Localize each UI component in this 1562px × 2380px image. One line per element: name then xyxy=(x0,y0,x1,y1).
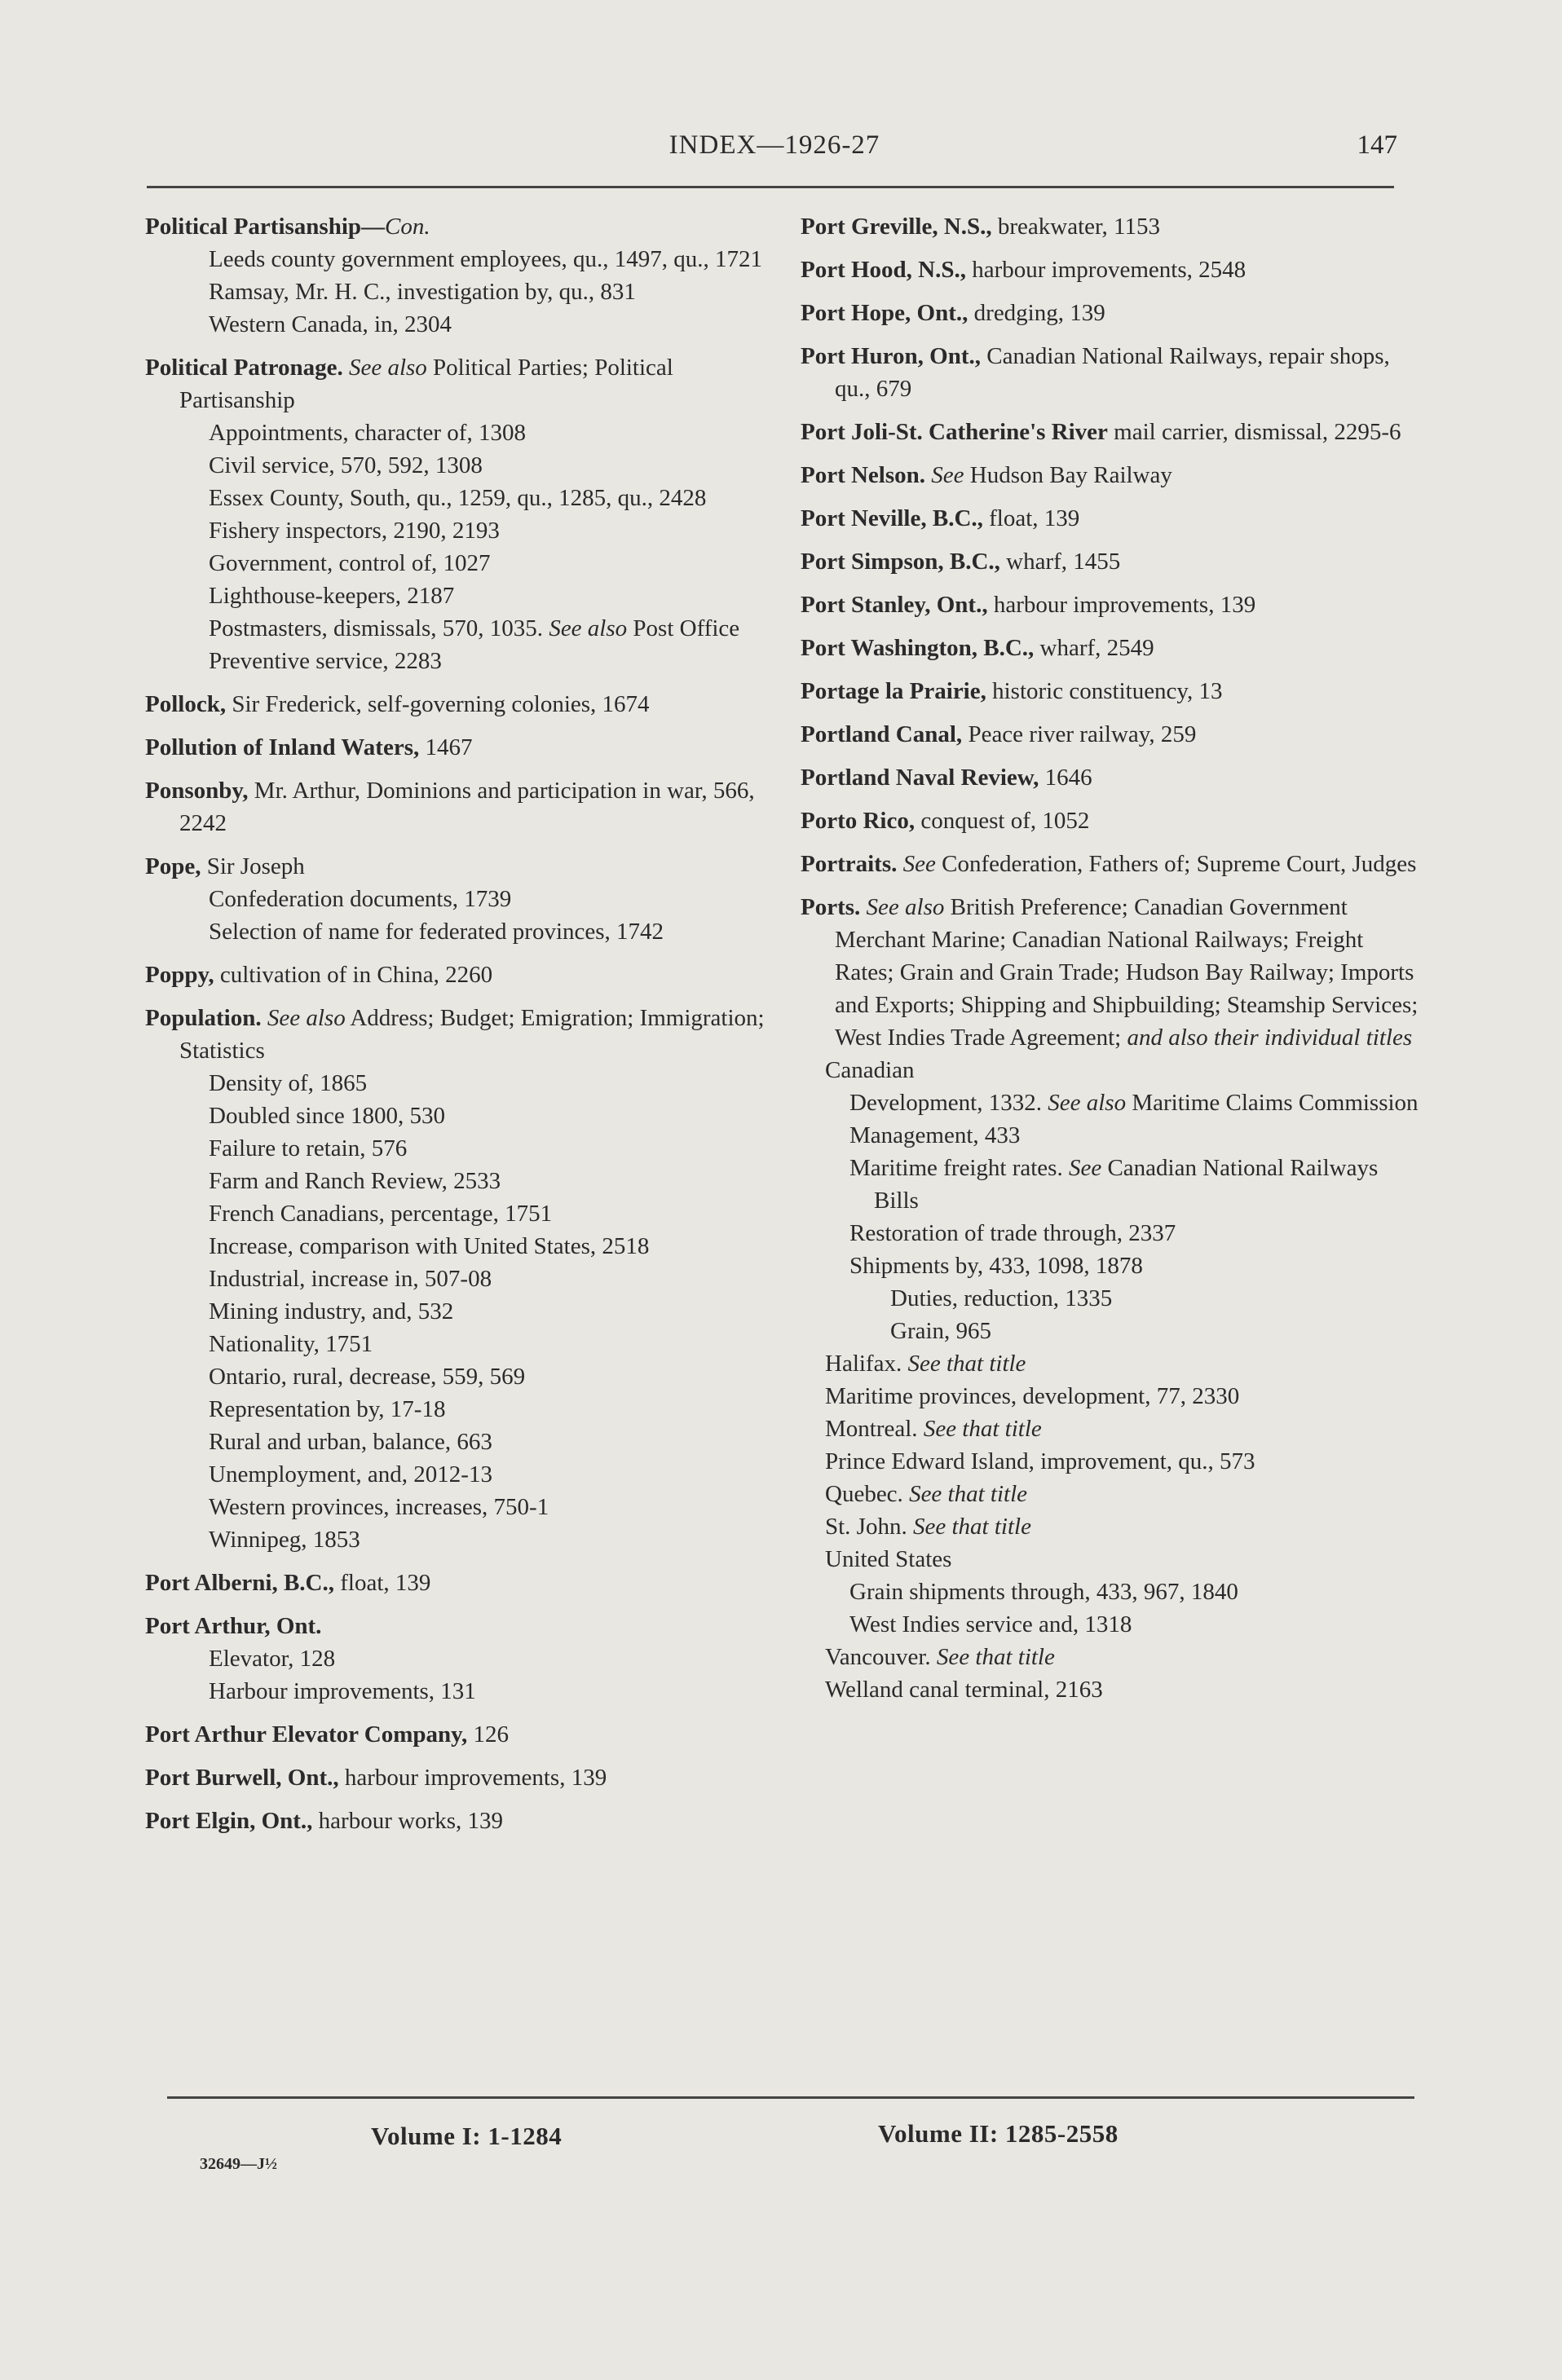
index-entry xyxy=(145,850,781,948)
volume-two-range: Volume II: 1285-2558 xyxy=(878,2119,1119,2148)
ports-subentry: Welland canal terminal, 2163 xyxy=(825,1677,1103,1703)
subentry: Postmasters, dismissals, 570, 1035. See also Post Office xyxy=(209,615,740,641)
index-entry xyxy=(145,210,781,341)
entry-text: 1646 xyxy=(1039,765,1092,791)
index-entry xyxy=(145,959,781,991)
index-entry xyxy=(145,688,781,721)
entry-text: wharf, 2549 xyxy=(1034,635,1154,661)
entry-text: breakwater, 1153 xyxy=(991,214,1160,240)
entry-heading: Port Washington, B.C., xyxy=(801,635,1035,661)
entry-heading: Poppy, xyxy=(145,962,214,988)
index-entry xyxy=(145,1761,781,1794)
subentry: Increase, comparison with United States, 2518 xyxy=(209,1233,650,1259)
index-entry xyxy=(801,459,1420,491)
entry-heading: Port Hope, Ont., xyxy=(801,300,969,326)
index-entry xyxy=(801,297,1420,329)
entry-text: British Preference; Canadian Government Merchant Marine; Canadian National Railways; Freight Rates; Grain and Grain Trade; Hudson Bay Railway; Imports and Exports; Shipping and Shipbuilding; Steamship Services; West Indies Trade Agreement; xyxy=(835,894,1419,1051)
index-entry xyxy=(145,774,781,840)
entry-text: 1467 xyxy=(419,734,473,760)
ports-subentry: Duties, reduction, 1335 xyxy=(890,1285,1113,1311)
entry-heading: Port Joli-St. Catherine's River xyxy=(801,419,1108,445)
ports-subentry: Restoration of trade through, 2337 xyxy=(849,1220,1176,1246)
entry-heading: Pope, xyxy=(145,853,201,879)
entry-heading: Port Alberni, B.C., xyxy=(145,1570,334,1596)
ports-subentry: Grain, 965 xyxy=(890,1318,992,1344)
entry-text: Sir Frederick, self-governing colonies, 1674 xyxy=(226,691,650,717)
index-entry xyxy=(801,416,1420,448)
see-reference: See also xyxy=(348,355,427,381)
entry-text: Confederation, Fathers of; Supreme Court, Judges xyxy=(935,851,1417,877)
index-entry xyxy=(145,1805,781,1837)
entry-text: harbour improvements, 139 xyxy=(338,1765,607,1791)
entry-heading: Port Greville, N.S., xyxy=(801,214,992,240)
index-entry xyxy=(801,253,1420,286)
entry-text: Hudson Bay Railway xyxy=(964,462,1172,488)
entry-heading: Portraits. xyxy=(801,851,898,877)
entry-text: mail carrier, dismissal, 2295-6 xyxy=(1107,419,1401,445)
entry-heading: Political Patronage. xyxy=(145,355,343,381)
see-reference: and also their individual titles xyxy=(1127,1025,1413,1051)
see-reference: See also xyxy=(267,1005,346,1031)
see-reference: See that title xyxy=(936,1644,1055,1670)
index-entry xyxy=(145,351,781,677)
entry-text: harbour improvements, 139 xyxy=(987,592,1256,618)
subentry: Nationality, 1751 xyxy=(209,1331,373,1357)
entry-heading: Pollock, xyxy=(145,691,227,717)
see-reference: See xyxy=(902,851,936,877)
see-reference: See xyxy=(931,462,964,488)
ports-subentry: Montreal. See that title xyxy=(825,1416,1042,1442)
right-column xyxy=(801,210,1420,1706)
subentry: French Canadians, percentage, 1751 xyxy=(209,1201,553,1227)
left-column xyxy=(145,210,781,1848)
entry-text: historic constituency, 13 xyxy=(986,678,1223,704)
entry-heading: Portland Naval Review, xyxy=(801,765,1039,791)
subentry: Government, control of, 1027 xyxy=(209,550,491,576)
ports-subentry: United States xyxy=(825,1546,952,1572)
subentry: Elevator, 128 xyxy=(209,1646,336,1672)
subentry: Selection of name for federated provinces, 1742 xyxy=(209,919,664,945)
ports-subentry: Vancouver. See that title xyxy=(825,1644,1055,1670)
subentry: Industrial, increase in, 507-08 xyxy=(209,1266,492,1292)
entry-text: Sir Joseph xyxy=(201,853,305,879)
volume-one-range: Volume I: 1-1284 xyxy=(371,2122,563,2150)
index-entry xyxy=(801,632,1420,664)
index-entry xyxy=(145,1718,781,1751)
entry-text: Address; Budget; Emigration; Immigration; Statistics xyxy=(179,1005,765,1064)
subentry: Rural and urban, balance, 663 xyxy=(209,1429,492,1455)
entry-text: Political Parties; Political Partisanship xyxy=(179,355,673,413)
entry-heading: Portage la Prairie, xyxy=(801,678,986,704)
subentry: Lighthouse-keepers, 2187 xyxy=(209,583,455,609)
index-entry xyxy=(801,891,1420,1054)
index-entry xyxy=(145,731,781,764)
index-entry xyxy=(801,502,1420,535)
subentry: Mining industry, and, 532 xyxy=(209,1298,454,1324)
entry-heading: Ponsonby, xyxy=(145,778,249,804)
subentry: Harbour improvements, 131 xyxy=(209,1678,476,1704)
ports-subentry: Management, 433 xyxy=(849,1122,1021,1148)
entry-heading: Port Hood, N.S., xyxy=(801,257,966,283)
entry-text: wharf, 1455 xyxy=(999,549,1121,575)
entry-text: Peace river railway, 259 xyxy=(962,721,1197,747)
subentry: Ramsay, Mr. H. C., investigation by, qu., 831 xyxy=(209,279,636,305)
index-entry xyxy=(801,210,1420,243)
subentry: Fishery inspectors, 2190, 2193 xyxy=(209,518,500,544)
see-reference: See also xyxy=(866,894,945,920)
entry-heading: Population. xyxy=(145,1005,262,1031)
entry-heading: Port Neville, B.C., xyxy=(801,505,983,531)
ports-subentry: West Indies service and, 1318 xyxy=(849,1611,1132,1637)
index-entry xyxy=(801,545,1420,578)
entry-text: dredging, 139 xyxy=(968,300,1105,326)
ports-subentries xyxy=(801,1054,1420,1706)
ports-subentry: Grain shipments through, 433, 967, 1840 xyxy=(849,1579,1238,1605)
subentry: Western Canada, in, 2304 xyxy=(209,311,452,337)
entry-heading: Port Arthur Elevator Company, xyxy=(145,1721,468,1748)
entry-heading: Political Partisanship— xyxy=(145,214,386,240)
ports-subentry: Development, 1332. See also Maritime Claims Commission xyxy=(849,1090,1419,1116)
entry-heading: Port Stanley, Ont., xyxy=(801,592,988,618)
see-reference: See also xyxy=(1048,1090,1127,1116)
index-entry xyxy=(801,761,1420,794)
entry-heading: Port Nelson. xyxy=(801,462,926,488)
see-reference: See also xyxy=(549,615,628,641)
ports-subentry: Prince Edward Island, improvement, qu., 573 xyxy=(825,1448,1255,1474)
subentry: Farm and Ranch Review, 2533 xyxy=(209,1168,501,1194)
subentry: Doubled since 1800, 530 xyxy=(209,1103,445,1129)
see-reference: See xyxy=(1068,1155,1102,1181)
running-title: INDEX—1926-27 xyxy=(668,130,880,160)
ports-subentry: Shipments by, 433, 1098, 1878 xyxy=(849,1253,1143,1279)
subentry: Essex County, South, qu., 1259, qu., 1285, qu., 2428 xyxy=(209,485,707,511)
entry-text: 126 xyxy=(467,1721,510,1748)
subentry: Confederation documents, 1739 xyxy=(209,886,512,912)
entry-heading: Ports. xyxy=(801,894,861,920)
page-header xyxy=(147,130,1402,171)
ports-subentry: Quebec. See that title xyxy=(825,1481,1028,1507)
ports-subentry: St. John. See that title xyxy=(825,1514,1031,1540)
index-entry xyxy=(145,1610,781,1708)
entry-text: float, 139 xyxy=(982,505,1080,531)
header-rule xyxy=(147,186,1394,188)
printer-code: 32649—J½ xyxy=(200,2155,277,2173)
entry-text: float, 139 xyxy=(334,1570,431,1596)
entry-heading: Porto Rico, xyxy=(801,808,916,834)
entry-heading: Port Huron, Ont., xyxy=(801,343,981,369)
entry-text: Canadian National Railways, repair shops, qu., 679 xyxy=(835,343,1390,402)
subentry: Ontario, rural, decrease, 559, 569 xyxy=(209,1364,526,1390)
subentry: Preventive service, 2283 xyxy=(209,648,442,674)
see-reference: See that title xyxy=(923,1416,1042,1442)
footer-rule xyxy=(167,2096,1414,2099)
entry-text: conquest of, 1052 xyxy=(915,808,1090,834)
subentry: Leeds county government employees, qu., 1497, qu., 1721 xyxy=(209,246,762,272)
right-entries xyxy=(801,210,1420,1054)
continued-marker: Con. xyxy=(385,214,430,240)
subentry: Winnipeg, 1853 xyxy=(209,1527,360,1553)
entry-text: Mr. Arthur, Dominions and participation in war, 566, 2242 xyxy=(179,778,755,836)
see-reference: See that title xyxy=(907,1351,1026,1377)
subentry: Western provinces, increases, 750-1 xyxy=(209,1494,549,1520)
subentry: Failure to retain, 576 xyxy=(209,1135,408,1161)
ports-subentry: Maritime freight rates. See Canadian National Railways Bills xyxy=(849,1155,1379,1214)
entry-heading: Portland Canal, xyxy=(801,721,963,747)
entry-text: cultivation of in China, 2260 xyxy=(214,962,493,988)
entry-heading: Port Simpson, B.C., xyxy=(801,549,1000,575)
index-entry xyxy=(145,1002,781,1556)
index-entry xyxy=(801,804,1420,837)
index-entry xyxy=(801,675,1420,707)
entry-heading: Port Arthur, Ont. xyxy=(145,1613,322,1639)
index-entry xyxy=(145,1567,781,1599)
subentry: Density of, 1865 xyxy=(209,1070,368,1096)
entry-heading: Port Burwell, Ont., xyxy=(145,1765,339,1791)
entry-text: harbour works, 139 xyxy=(312,1808,503,1834)
subentry: Representation by, 17-18 xyxy=(209,1396,446,1422)
see-reference: See that title xyxy=(912,1514,1031,1540)
index-entry xyxy=(801,848,1420,880)
see-reference: See that title xyxy=(909,1481,1028,1507)
entry-text: harbour improvements, 2548 xyxy=(966,257,1247,283)
index-entry xyxy=(801,340,1420,405)
ports-subentry: Canadian xyxy=(825,1057,915,1083)
entry-heading: Port Elgin, Ont., xyxy=(145,1808,313,1834)
ports-subentry: Maritime provinces, development, 77, 2330 xyxy=(825,1383,1240,1409)
ports-subentry: Halifax. See that title xyxy=(825,1351,1026,1377)
subentry: Civil service, 570, 592, 1308 xyxy=(209,452,483,478)
subentry: Unemployment, and, 2012-13 xyxy=(209,1461,492,1488)
index-entry xyxy=(801,718,1420,751)
index-entry xyxy=(801,588,1420,621)
subentry: Appointments, character of, 1308 xyxy=(209,420,526,446)
entry-heading: Pollution of Inland Waters, xyxy=(145,734,420,760)
page-number: 147 xyxy=(1357,130,1397,160)
